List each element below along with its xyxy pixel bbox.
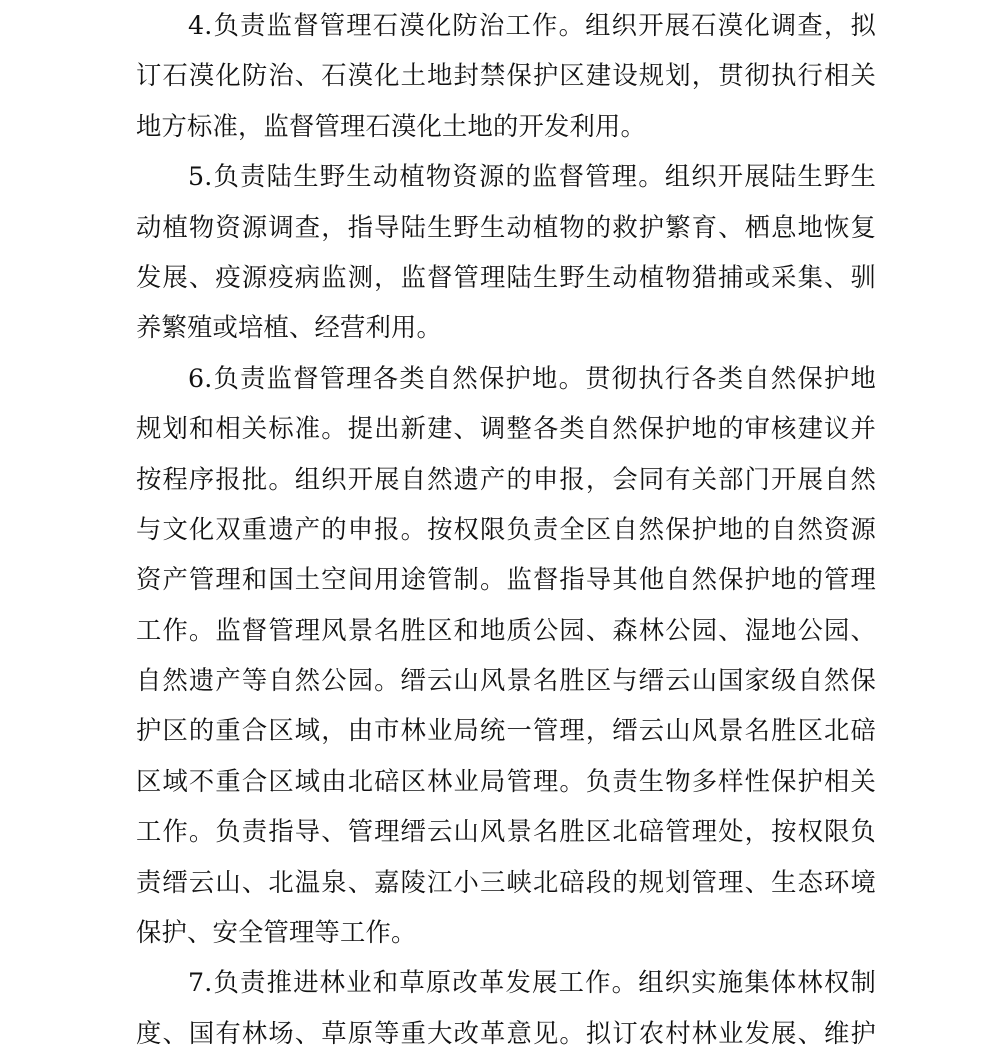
text-line: 4.负责监督管理石漠化防治工作。组织开展石漠化调查，拟 xyxy=(188,11,876,40)
text-line: 按程序报批。组织开展自然遗产的申报，会同有关部门开展自然 xyxy=(136,464,876,494)
text-line: 责缙云山、北温泉、嘉陵江小三峡北碚段的规划管理、生态环境 xyxy=(136,867,876,897)
text-line: 工作。监督管理风景名胜区和地质公园、森林公园、湿地公园、 xyxy=(136,615,876,645)
text-line: 地方标准，监督管理石漠化土地的开发利用。 xyxy=(136,111,646,141)
text-line: 资产管理和国土空间用途管制。监督指导其他自然保护地的管理 xyxy=(136,565,876,595)
text-line: 区域不重合区域由北碚区林业局管理。负责生物多样性保护相关 xyxy=(136,766,876,796)
text-line: 养繁殖或培植、经营利用。 xyxy=(136,313,442,343)
text-line: 保护、安全管理等工作。 xyxy=(136,918,417,948)
text-line: 7.负责推进林业和草原改革发展工作。组织实施集体林权制 xyxy=(188,968,876,998)
text-line: 订石漠化防治、石漠化土地封禁保护区建设规划，贯彻执行相关 xyxy=(136,61,876,91)
text-line: 动植物资源调查，指导陆生野生动植物的救护繁育、栖息地恢复 xyxy=(136,212,876,242)
text-line: 6.负责监督管理各类自然保护地。贯彻执行各类自然保护地 xyxy=(188,363,876,393)
paragraph-7 xyxy=(136,958,876,1059)
text-line: 发展、疫源疫病监测，监督管理陆生野生动植物猎捕或采集、驯 xyxy=(136,262,876,292)
text-line: 规划和相关标准。提出新建、调整各类自然保护地的审核建议并 xyxy=(136,414,876,444)
text-line: 自然遗产等自然公园。缙云山风景名胜区与缙云山国家级自然保 xyxy=(136,666,876,696)
text-line: 度、国有林场、草原等重大改革意见。拟订农村林业发展、维护 xyxy=(136,1018,876,1048)
text-line: 与文化双重遗产的申报。按权限负责全区自然保护地的自然资源 xyxy=(136,514,876,544)
paragraph-6 xyxy=(136,354,876,959)
document-page xyxy=(136,1,876,1059)
paragraph-4 xyxy=(136,1,876,152)
text-line: 5.负责陆生野生动植物资源的监督管理。组织开展陆生野生 xyxy=(188,162,876,192)
text-line: 护区的重合区域，由市林业局统一管理，缙云山风景名胜区北碚 xyxy=(136,716,876,746)
text-line: 工作。负责指导、管理缙云山风景名胜区北碚管理处，按权限负 xyxy=(136,817,876,847)
paragraph-5 xyxy=(136,152,876,354)
